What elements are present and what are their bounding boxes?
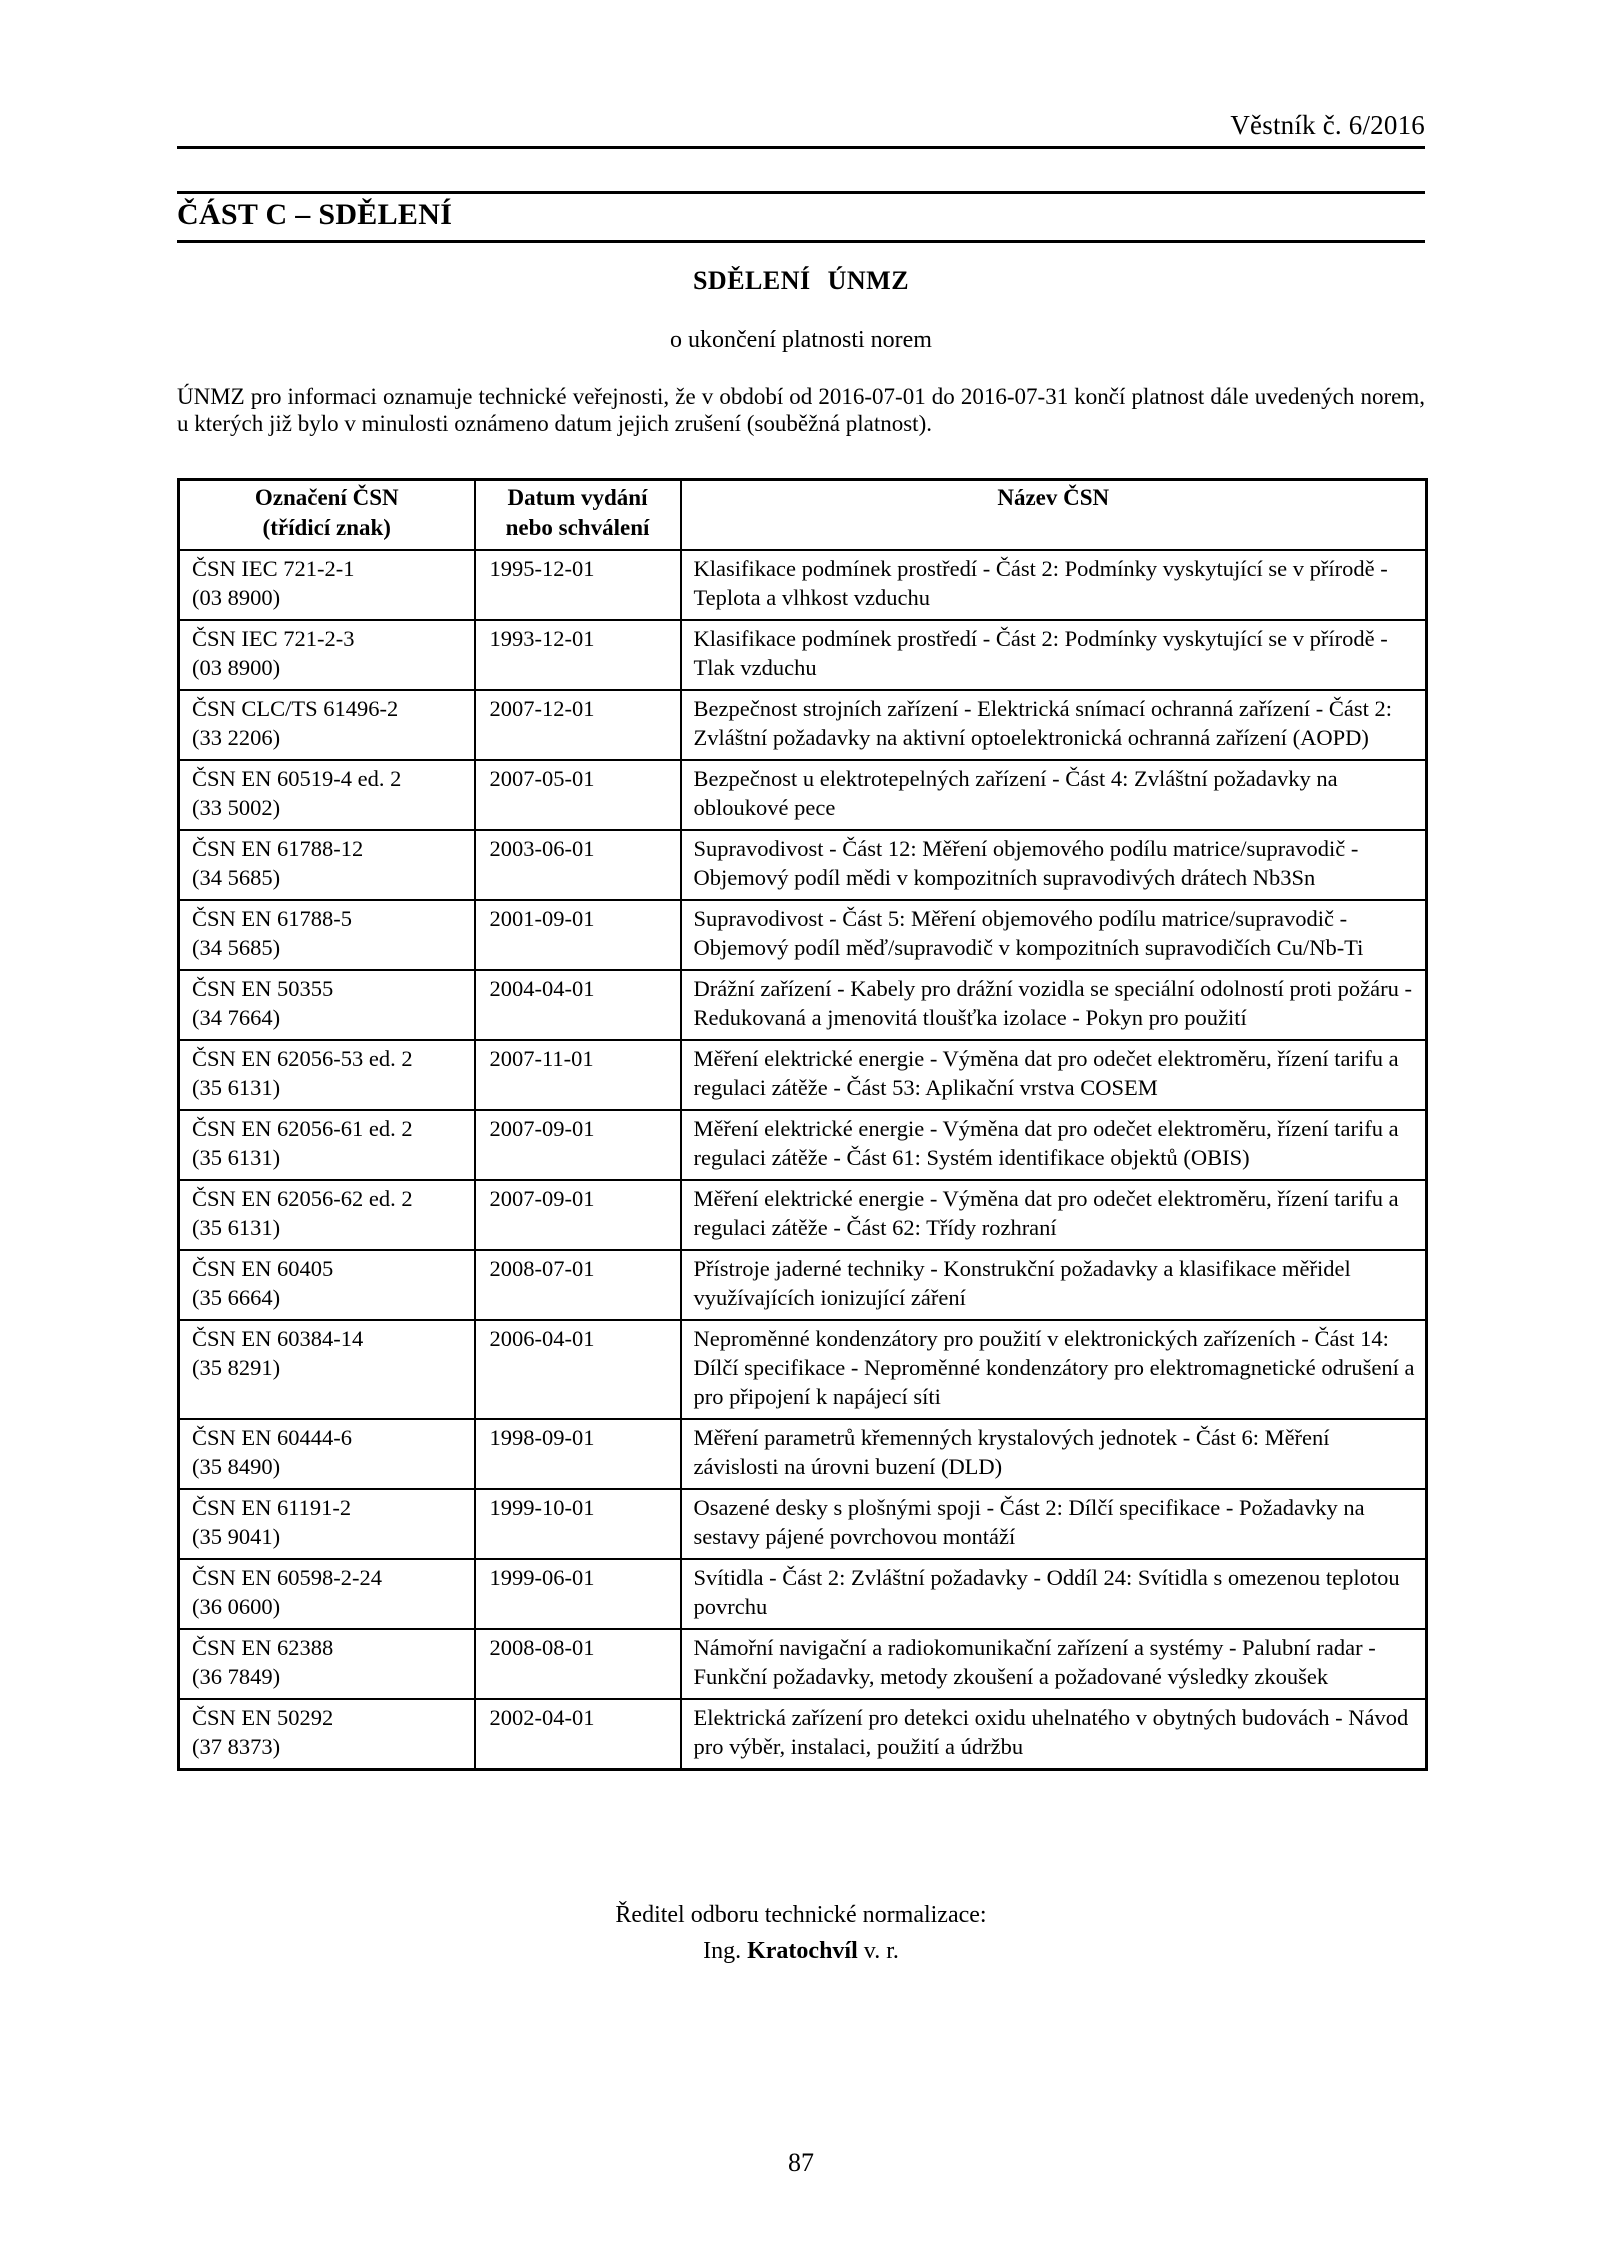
standard-code: ČSN EN 60384-14 xyxy=(192,1326,364,1351)
header-row xyxy=(179,480,1427,551)
header-name: Název ČSN xyxy=(681,480,1427,551)
name-cell: Supravodivost - Část 12: Měření objemového podílu matrice/supravodič - Objemový podíl mědi v kompozitních supravodivých drátech Nb3Sn xyxy=(681,830,1427,900)
table-row xyxy=(179,900,1427,970)
standard-code: ČSN EN 60444-6 xyxy=(192,1425,353,1450)
name-cell: Bezpečnost u elektrotepelných zařízení - Část 4: Zvláštní požadavky na obloukové pece xyxy=(681,760,1427,830)
name-cell: Elektrická zařízení pro detekci oxidu uhelnatého v obytných budovách - Návod pro výběr, instalaci, použití a údržbu xyxy=(681,1699,1427,1770)
date-cell: 2002-04-01 xyxy=(475,1699,681,1770)
date-cell: 2007-05-01 xyxy=(475,760,681,830)
name-cell: Drážní zařízení - Kabely pro drážní vozidla se speciální odolností proti požáru - Redukovaná a jmenovitá tloušťka izolace - Pokyn pro použití xyxy=(681,970,1427,1040)
standard-class-code: (35 6131) xyxy=(192,1075,281,1100)
standard-class-code: (37 8373) xyxy=(192,1734,281,1759)
horizontal-rule-section-below xyxy=(177,240,1425,243)
page-number: 87 xyxy=(788,2148,814,2177)
name-cell: Svítidla - Část 2: Zvláštní požadavky - Oddíl 24: Svítidla s omezenou teplotou povrchu xyxy=(681,1559,1427,1629)
signature-prefix: Ing. xyxy=(703,1938,742,1964)
standard-code: ČSN EN 61191-2 xyxy=(192,1495,352,1520)
signature-name: Kratochvíl xyxy=(747,1938,858,1964)
designation-cell xyxy=(179,900,475,970)
table-row xyxy=(179,1559,1427,1629)
name-cell: Neproměnné kondenzátory pro použití v elektronických zařízeních - Část 14: Dílčí specifikace - Neproměnné kondenzátory pro elektromagnetické odrušení a pro připojení k napájecí síti xyxy=(681,1320,1427,1419)
date-cell: 2008-07-01 xyxy=(475,1250,681,1320)
name-cell: Měření elektrické energie - Výměna dat pro odečet elektroměru, řízení tarifu a regulaci zátěže - Část 53: Aplikační vrstva COSEM xyxy=(681,1040,1427,1110)
standard-class-code: (35 6664) xyxy=(192,1285,281,1310)
designation-cell xyxy=(179,830,475,900)
date-cell: 2006-04-01 xyxy=(475,1320,681,1419)
document-title: SDĚLENÍ ÚNMZ xyxy=(692,266,910,295)
designation-cell xyxy=(179,1250,475,1320)
standard-code: ČSN EN 60519-4 ed. 2 xyxy=(192,766,402,791)
designation-cell xyxy=(179,1180,475,1250)
standard-class-code: (03 8900) xyxy=(192,585,281,610)
intro-paragraph: ÚNMZ pro informaci oznamuje technické veřejnosti, že v období od 2016-07-01 do 2016-07-31 končí platnost dále uvedených norem, u kterých již bylo v minulosti oznámeno datum jejich zrušení (souběžná platnost). xyxy=(177,384,1425,436)
signature-line xyxy=(177,1938,1425,1965)
standard-class-code: (34 7664) xyxy=(192,1005,281,1030)
designation-cell xyxy=(179,620,475,690)
standard-class-code: (33 2206) xyxy=(192,725,281,750)
standard-code: ČSN EN 50292 xyxy=(192,1705,334,1730)
name-cell: Námořní navigační a radiokomunikační zařízení a systémy - Palubní radar - Funkční požadavky, metody zkoušení a požadované výsledky zkoušek xyxy=(681,1629,1427,1699)
designation-cell xyxy=(179,1629,475,1699)
standard-code: ČSN EN 62056-53 ed. 2 xyxy=(192,1046,413,1071)
table-row xyxy=(179,1250,1427,1320)
designation-cell xyxy=(179,970,475,1040)
table-row xyxy=(179,550,1427,620)
table-row xyxy=(179,1699,1427,1770)
name-cell: Supravodivost - Část 5: Měření objemového podílu matrice/supravodič - Objemový podíl měď/supravodič v kompozitních supravodičích Cu/Nb-Ti xyxy=(681,900,1427,970)
designation-cell xyxy=(179,1699,475,1770)
standards-table-header xyxy=(179,480,1427,551)
date-cell: 1999-06-01 xyxy=(475,1559,681,1629)
bulletin-reference: Věstník č. 6/2016 xyxy=(1230,110,1425,140)
standards-table-body xyxy=(179,550,1427,1770)
horizontal-rule-top xyxy=(177,146,1425,149)
designation-cell xyxy=(179,550,475,620)
date-cell: 2004-04-01 xyxy=(475,970,681,1040)
header-designation xyxy=(179,480,475,551)
standard-code: ČSN IEC 721-2-3 xyxy=(192,626,355,651)
date-cell: 2003-06-01 xyxy=(475,830,681,900)
header-date-line2: nebo schválení xyxy=(505,515,650,540)
standard-code: ČSN EN 60598-2-24 xyxy=(192,1565,382,1590)
name-cell: Měření parametrů křemenných krystalových jednotek - Část 6: Měření závislosti na úrovni buzení (DLD) xyxy=(681,1419,1427,1489)
standard-code: ČSN CLC/TS 61496-2 xyxy=(192,696,399,721)
designation-cell xyxy=(179,1489,475,1559)
date-cell: 2007-09-01 xyxy=(475,1110,681,1180)
horizontal-rule-section-above xyxy=(177,191,1425,194)
standard-code: ČSN EN 60405 xyxy=(192,1256,334,1281)
name-cell: Klasifikace podmínek prostředí - Část 2: Podmínky vyskytující se v přírodě - Teplota a vlhkost vzduchu xyxy=(681,550,1427,620)
header-designation-line1: Označení ČSN xyxy=(254,485,399,510)
date-cell: 1995-12-01 xyxy=(475,550,681,620)
standard-class-code: (35 6131) xyxy=(192,1145,281,1170)
designation-cell xyxy=(179,1320,475,1419)
table-row xyxy=(179,1629,1427,1699)
designation-cell xyxy=(179,690,475,760)
designation-cell xyxy=(179,1110,475,1180)
table-row xyxy=(179,620,1427,690)
signature-suffix: v. r. xyxy=(863,1938,899,1964)
date-cell: 2001-09-01 xyxy=(475,900,681,970)
date-cell: 1993-12-01 xyxy=(475,620,681,690)
standard-code: ČSN IEC 721-2-1 xyxy=(192,556,355,581)
standard-class-code: (03 8900) xyxy=(192,655,281,680)
date-cell: 2007-11-01 xyxy=(475,1040,681,1110)
designation-cell xyxy=(179,760,475,830)
table-row xyxy=(179,690,1427,760)
standards-table xyxy=(177,478,1428,1771)
designation-cell xyxy=(179,1559,475,1629)
table-row xyxy=(179,830,1427,900)
table-row xyxy=(179,1489,1427,1559)
table-row xyxy=(179,1180,1427,1250)
table-row xyxy=(179,1040,1427,1110)
standard-code: ČSN EN 61788-12 xyxy=(192,836,364,861)
standard-code: ČSN EN 50355 xyxy=(192,976,334,1001)
name-cell: Klasifikace podmínek prostředí - Část 2: Podmínky vyskytující se v přírodě - Tlak vzduchu xyxy=(681,620,1427,690)
table-row xyxy=(179,1320,1427,1419)
date-cell: 1998-09-01 xyxy=(475,1419,681,1489)
standard-code: ČSN EN 62056-61 ed. 2 xyxy=(192,1116,413,1141)
section-title: ČÁST C – SDĚLENÍ xyxy=(177,198,453,231)
header-date xyxy=(475,480,681,551)
table-row xyxy=(179,1110,1427,1180)
date-cell: 1999-10-01 xyxy=(475,1489,681,1559)
header-date-line1: Datum vydání xyxy=(507,485,648,510)
date-cell: 2007-09-01 xyxy=(475,1180,681,1250)
standard-class-code: (35 8490) xyxy=(192,1454,281,1479)
header-designation-line2: (třídicí znak) xyxy=(262,515,391,540)
table-row xyxy=(179,1419,1427,1489)
standard-class-code: (34 5685) xyxy=(192,935,281,960)
name-cell: Bezpečnost strojních zařízení - Elektrická snímací ochranná zařízení - Část 2: Zvláštní požadavky na aktivní optoelektronická ochranná zařízení (AOPD) xyxy=(681,690,1427,760)
name-cell: Měření elektrické energie - Výměna dat pro odečet elektroměru, řízení tarifu a regulaci zátěže - Část 62: Třídy rozhraní xyxy=(681,1180,1427,1250)
standard-code: ČSN EN 61788-5 xyxy=(192,906,353,931)
designation-cell xyxy=(179,1419,475,1489)
standard-class-code: (35 8291) xyxy=(192,1355,281,1380)
table-row xyxy=(179,760,1427,830)
standard-class-code: (33 5002) xyxy=(192,795,281,820)
name-cell: Měření elektrické energie - Výměna dat pro odečet elektroměru, řízení tarifu a regulaci zátěže - Část 61: Systém identifikace objektů (OBIS) xyxy=(681,1110,1427,1180)
standard-class-code: (36 7849) xyxy=(192,1664,281,1689)
standard-code: ČSN EN 62056-62 ed. 2 xyxy=(192,1186,413,1211)
standard-class-code: (35 6131) xyxy=(192,1215,281,1240)
table-row xyxy=(179,970,1427,1040)
standard-class-code: (34 5685) xyxy=(192,865,281,890)
document-subtitle: o ukončení platnosti norem xyxy=(670,327,932,353)
standard-code: ČSN EN 62388 xyxy=(192,1635,334,1660)
name-cell: Osazené desky s plošnými spoji - Část 2: Dílčí specifikace - Požadavky na sestavy pájené povrchovou montáží xyxy=(681,1489,1427,1559)
standard-class-code: (35 9041) xyxy=(192,1524,281,1549)
designation-cell xyxy=(179,1040,475,1110)
name-cell: Přístroje jaderné techniky - Konstrukční požadavky a klasifikace měřidel využívajících ionizující záření xyxy=(681,1250,1427,1320)
date-cell: 2007-12-01 xyxy=(475,690,681,760)
date-cell: 2008-08-01 xyxy=(475,1629,681,1699)
standard-class-code: (36 0600) xyxy=(192,1594,281,1619)
director-title-line: Ředitel odboru technické normalizace: xyxy=(615,1902,987,1928)
